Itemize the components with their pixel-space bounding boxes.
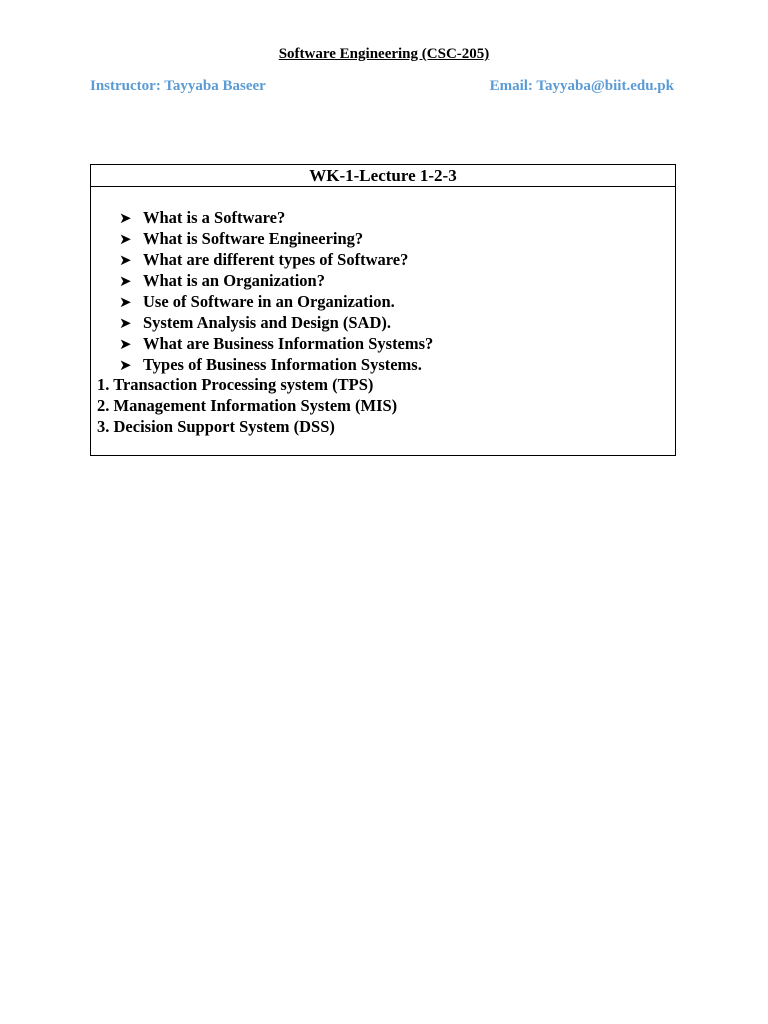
list-item-text: What is a Software? [143,208,286,227]
list-item [119,207,433,228]
list-item-text: What are Business Information Systems? [143,334,434,353]
course-title: Software Engineering (CSC-205) [278,46,490,62]
arrowhead-bullet-icon: ➤ [119,314,132,332]
lecture-box [90,164,676,456]
instructor-email: Email: Tayyaba@biit.edu.pk [489,78,674,94]
list-item-text: What is an Organization? [143,271,325,290]
arrowhead-bullet-icon: ➤ [119,251,132,269]
list-item [119,354,433,375]
list-item: 3. Decision Support System (DSS) [97,417,335,436]
list-item [119,270,433,291]
list-item [119,291,433,312]
systems-list [97,374,397,437]
instructor-name: Instructor: Tayyaba Baseer [90,78,266,94]
lecture-title: WK-1-Lecture 1-2-3 [91,165,675,187]
list-item [119,228,433,249]
arrowhead-bullet-icon: ➤ [119,293,132,311]
list-item-text: System Analysis and Design (SAD). [143,313,391,332]
list-item [119,312,433,333]
list-item-text: Types of Business Information Systems. [143,355,422,374]
list-item-text: What is Software Engineering? [143,229,364,248]
topic-list [119,207,433,375]
arrowhead-bullet-icon: ➤ [119,335,132,353]
list-item [119,249,433,270]
list-item-text: What are different types of Software? [143,250,409,269]
arrowhead-bullet-icon: ➤ [119,209,132,227]
list-item: 1. Transaction Processing system (TPS) [97,375,374,394]
arrowhead-bullet-icon: ➤ [119,272,132,290]
arrowhead-bullet-icon: ➤ [119,356,132,374]
list-item: 2. Management Information System (MIS) [97,396,398,415]
arrowhead-bullet-icon: ➤ [119,230,132,248]
list-item-text: Use of Software in an Organization. [143,292,395,311]
list-item [119,333,433,354]
